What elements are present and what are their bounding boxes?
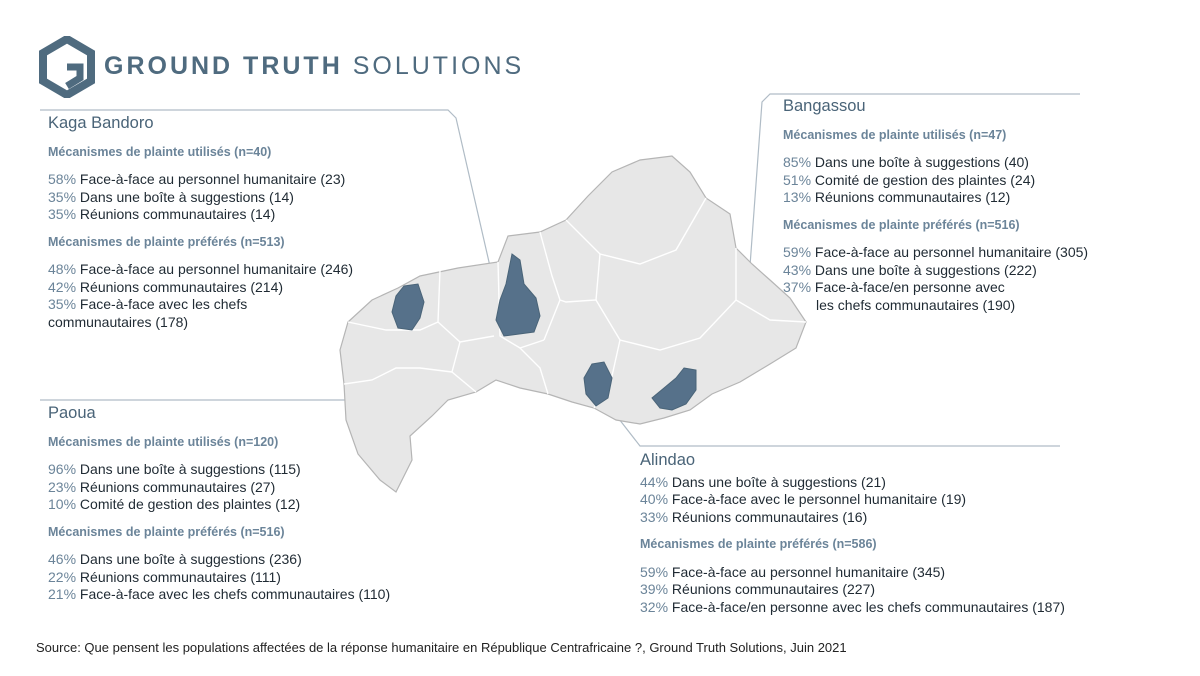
brand-name-light: SOLUTIONS bbox=[352, 52, 525, 80]
region-name: Paoua bbox=[48, 404, 96, 422]
list-item: 40% Face-à-face avec le personnel humanitaire (19) bbox=[640, 491, 967, 507]
list-item: 37% Face-à-face/en personne avec bbox=[783, 279, 1005, 295]
list-item: 21% Face-à-face avec les chefs communautaires (110) bbox=[48, 586, 391, 602]
used-list bbox=[783, 154, 1183, 207]
list-item: 22% Réunions communautaires (111) bbox=[48, 568, 281, 585]
list-item: 23% Réunions communautaires (27) bbox=[48, 478, 276, 495]
list-item: 32% Face-à-face/en personne avec les chefs communautaires (187) bbox=[640, 598, 1065, 615]
preferred-header: Mécanismes de plainte préférés (n=516) bbox=[48, 524, 285, 539]
list-item: 10% Comité de gestion des plaintes (12) bbox=[48, 496, 301, 512]
preferred-list bbox=[48, 551, 448, 604]
list-item: 48% Face-à-face au personnel humanitaire (246) bbox=[48, 261, 354, 277]
used-list bbox=[48, 171, 448, 224]
list-item: 96% Dans une boîte à suggestions (115) bbox=[48, 461, 301, 477]
panel-alindao bbox=[640, 452, 1090, 626]
panel-paoua bbox=[48, 405, 448, 614]
list-item: 13% Réunions communautaires (12) bbox=[783, 189, 1011, 205]
brand-name-bold: GROUND TRUTH bbox=[104, 52, 343, 80]
used-list bbox=[48, 461, 448, 514]
preferred-list bbox=[640, 564, 1090, 617]
region-name: Bangassou bbox=[783, 97, 866, 115]
region-name: Alindao bbox=[640, 451, 696, 469]
used-header: Mécanismes de plainte utilisés (n=47) bbox=[783, 127, 1007, 142]
used-header: Mécanismes de plainte utilisés (n=40) bbox=[48, 144, 272, 159]
list-item: 51% Comité de gestion des plaintes (24) bbox=[783, 171, 1036, 188]
used-list bbox=[640, 474, 1090, 527]
preferred-list bbox=[48, 261, 448, 331]
region-name: Kaga Bandoro bbox=[48, 114, 154, 132]
list-item: 46% Dans une boîte à suggestions (236) bbox=[48, 551, 302, 567]
list-item: 43% Dans une boîte à suggestions (222) bbox=[783, 261, 1037, 278]
list-item-continuation: communautaires (178) bbox=[48, 313, 189, 330]
list-item: 59% Face-à-face au personnel humanitaire (305) bbox=[783, 244, 1089, 260]
list-item: 58% Face-à-face au personnel humanitaire (23) bbox=[48, 171, 346, 187]
list-item-continuation: les chefs communautaires (190) bbox=[816, 296, 1016, 313]
list-item: 39% Réunions communautaires (227) bbox=[640, 581, 876, 597]
panel-kaga-bandoro bbox=[48, 115, 448, 341]
list-item: 35% Dans une boîte à suggestions (14) bbox=[48, 188, 294, 205]
preferred-header: Mécanismes de plainte préférés (n=516) bbox=[783, 217, 1020, 232]
preferred-header: Mécanismes de plainte préférés (n=586) bbox=[640, 537, 877, 551]
preferred-list bbox=[783, 244, 1183, 314]
list-item: 35% Réunions communautaires (14) bbox=[48, 206, 276, 222]
preferred-header: Mécanismes de plainte préférés (n=513) bbox=[48, 234, 285, 249]
source-note: Source: Que pensent les populations affectées de la réponse humanitaire en République Centrafricaine ?, Ground Truth Solutions, Juin 2021 bbox=[36, 640, 847, 655]
panel-bangassou bbox=[783, 98, 1183, 324]
list-item: 35% Face-à-face avec les chefs bbox=[48, 296, 248, 312]
list-item: 59% Face-à-face au personnel humanitaire (345) bbox=[640, 563, 946, 580]
list-item: 44% Dans une boîte à suggestions (21) bbox=[640, 473, 886, 490]
used-header: Mécanismes de plainte utilisés (n=120) bbox=[48, 434, 279, 449]
list-item: 33% Réunions communautaires (16) bbox=[640, 508, 868, 525]
list-item: 85% Dans une boîte à suggestions (40) bbox=[783, 154, 1029, 170]
list-item: 42% Réunions communautaires (214) bbox=[48, 278, 284, 295]
